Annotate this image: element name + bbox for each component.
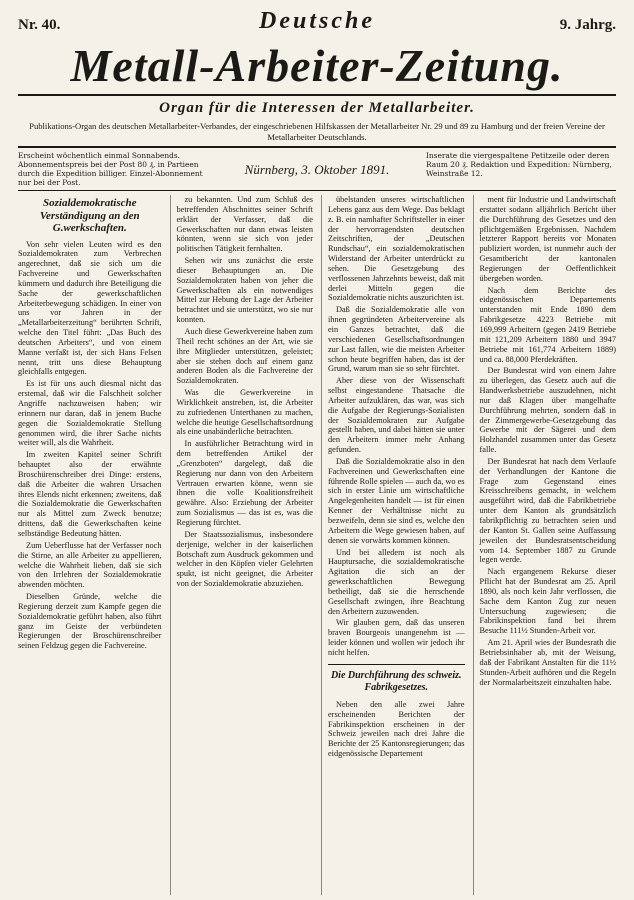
- article-paragraph: Der Staatssozialismus, insbesondere derjenige, welcher in der kaiserlichen Botschaft zum Ausdruck gekommen und welcher in den Köpfen vieler Gelehrten spukt, ist nicht geeignet, die Arbeiter von der Sozialdemokratie abzuziehen.: [176, 529, 313, 589]
- newspaper-page: [18, 8, 616, 892]
- subscription-terms: Erscheint wöchentlich einmal Sonnabends. Abonnementspreis bei der Post 80 ₰, in Partieen durch die Expedition billiger. Einzel-Abonnement nur bei der Post.: [18, 151, 203, 187]
- article-paragraph: Auch diese Gewerkvereine haben zum Theil recht schönes an der Art, wie sie ihre Mitglieder unterstützen, geleistet; aber sie stehen doch auf einem ganz anderen Boden als die Fachvereine der Sozialdemokraten.: [176, 326, 313, 386]
- article-paragraph: ment für Industrie und Landwirtschaft erstattet sodann alljährlich Bericht über die Durchführung des Gesetzes und den pflichtgemäßen Ergebnissen. Nachdem letzterer Rapport bereits vor Monaten publiziert worden, ist nunmehr auch der Gesamtbericht der kantonalen Regierungen der Oeffentlichkeit übergeben worden.: [479, 195, 616, 283]
- newspaper-title: Metall-Arbeiter-Zeitung.: [18, 40, 616, 96]
- article-paragraph: Aber diese von der Wissenschaft selbst eingestandene Thatsache die Arbeiter aufzuklären, das war, was sich die Aufgabe der Regierungs-Sozialisten der Sozialdemokraten zur Aufgabe gestellt haben, und dabei hätten sie unter den Arbeitern immer mehr Anhang gefunden.: [328, 376, 465, 455]
- article-headline: Die Durchführung des schweiz. Fabrikgesetzes.: [328, 664, 465, 695]
- newspaper-subtitle: Organ für die Interessen der Metallarbeiter.: [159, 100, 475, 116]
- issue-year: 9. Jahrg.: [559, 17, 616, 33]
- masthead-top-line: [18, 8, 616, 34]
- article-paragraph: Daß die Sozialdemokratie alle von ihnen gegründeten Arbeitervereine als ein Ganzes betrachtet, daß die verschiedenen Gesellschaftsordnungen zur Last fallen, wie die meisten Arbeiter schon heute begriffen haben, das ist der Grund, warum man sie so sehr fürchtet.: [328, 305, 465, 374]
- column-4: [473, 195, 617, 895]
- column-3: [321, 195, 465, 895]
- article-paragraph: Neben den alle zwei Jahre erscheinenden Berichten der Fabrikinspektion erscheinen in der Schweiz jeweilen nach drei Jahre die Berichte der 25 Kantonsregierungen; das eidgenössische Departement: [328, 699, 465, 759]
- article-paragraph: Sehen wir uns zunächst die erste dieser Behauptungen an. Die Sozialdemokraten haben von jeher die Gewerkschaften als ein notwendiges Mittel zur Hebung der Lage der Arbeiter betrachtet und sie unterstützt, wo sie nur konnten.: [176, 256, 313, 325]
- article-paragraph: Daß die Sozialdemokratie also in den Fachvereinen und Gewerkschaften eine führende Rolle spielen — auch da, wo es sich in erster Linie um wirtschaftliche Angelegenheiten handelt — ist für einen Kenner der Verhältnisse nicht zu bezweifeln, denn sie sind es, welche den Arbeitern die Wege gewiesen haben, auf denen sie vorwärts kommen können.: [328, 456, 465, 545]
- article-paragraph: zu bekannten. Und zum Schluß des betreffenden Abschnittes seiner Schrift erklärt der Verfasser, daß die Gewerkschaften nur dann etwas leisten könnten, wenn sie sich von jeder politischen Tätigkeit fernhalten.: [176, 195, 313, 254]
- article-paragraph: übelstanden unseres wirtschaftlichen Lebens ganz aus dem Wege. Das beklagt z. B. ein namhafter Schriftsteller in einer der hervorragendsten deutschen Zeitschriften, der „Deutschen Rundschau“, ein sozialdemokratischen Widerstand der Arbeiter unterdrückt zu sehen. Die Gesetzgebung des verflossenen Jahrzehnts beweist, daß mit derlei Mitteln gegen die Sozialdemokratie nichts auszurichten ist.: [328, 195, 465, 303]
- article-columns: [18, 195, 616, 895]
- header-divider: [18, 146, 616, 148]
- article-paragraph: Von sehr vielen Leuten wird es den Sozialdemokraten zum Verbrechen angerechnet, daß sie sich um die Fachvereine und Gewerkschaften kümmern und dadurch ihre Beteiligung die Sache der gewerkschaftlichen Arbeiterbewegung schädigen. In einer von uns vor Jahren in der „Metallarbeiterzeitung“ berührten Schrift, welche den Titel führt: „Das Buch des deutschen Arbeiters“, und von einem Manne verfaßt ist, der sich Hans Felsen nennt, tritt uns diese Behauptung gleichfalls entgegen.: [18, 239, 162, 377]
- article-paragraph: Im zweiten Kapitel seiner Schrift behauptet also der erwähnte Broschürenschreiber drei Dinge: erstens, daß die Arbeiter die wahren Ursachen ihres Elends nicht erkennen; zweitens, daß die Sozialdemokratie die Gewerkschaften nur als Mittel zum Zweck benutze; drittens, daß die Gewerkschaften keine selbständige Bedeutung hätten.: [18, 450, 162, 538]
- article-paragraph: Am 21. April wies der Bundesrath die Betriebsinhaber ab, mit der Weisung, daß der Fabrikant Anstalten für die 11½ Stunden-Arbeit aufhören und die Regeln der Normalarbeitszeit einzuhalten habe.: [479, 638, 616, 687]
- subscription-info-bar: [18, 151, 616, 191]
- publication-organ-line: Publikations-Organ des deutschen Metallarbeiter-Verbandes, der eingeschriebenen Hilfskassen der Metallarbeiter Nr. 29 und 89 zu Hamburg und der freien Vereine der Metallarbeiter Deutschlands.: [29, 121, 605, 142]
- article-paragraph: In ausführlicher Betrachtung wird in dem betreffenden Artikel der „Grenzboten“ dargelegt, daß die Regierung nur dann von den Arbeitern Vertrauen erwarten könne, wenn sie ihnen die volle Koalitionsfreiheit gewähre. Also: Erziehung der Arbeiter zum Sozialismus — das ist es, was die Regierung fürchtet.: [176, 439, 313, 527]
- article-paragraph: Was die Gewerkvereine in Wirklichkeit anstreben, ist, die Arbeiter zu zufriedenen Unterthanen zu machen, welche die heutige Gesellschaftsordnung als eine unabänderliche betrachten.: [176, 388, 313, 437]
- column-1: [18, 195, 162, 895]
- article-paragraph: Wir glauben gern, daß das unseren braven Bourgeois unangenehm ist — leider können und wollen wir jedoch ihr nicht helfen.: [328, 618, 465, 657]
- article-paragraph: Der Bundesrat hat nach dem Verlaufe der Verhandlungen der Kantone die Frage zum Gegenstand eines Kreisschreibens gemacht, in welchem ausgeführt wird, daß die Fabrikbetriebe unter dem Kanton als grundsätzlich fabrikpflichtig zu betrachten seien und der Kanton St. Gallen seine Auffassung jeweilen der Bundesratsentscheidung vom 14. September 1887 zu Grunde legen werde.: [479, 456, 616, 565]
- article-paragraph: Zum Ueberflusse hat der Verfasser noch die Stirne, an alle Arbeiter zu appellieren, welche die Wahrheit lieben, daß sie sich von den Irrlehren der Sozialdemokratie abwenden möchten.: [18, 540, 162, 590]
- article-paragraph: Nach dem Berichte des eidgenössischen Departements unterstanden mit Ende 1890 dem Fabrikgesetze 4223 Betriebe mit 169,999 Arbeitern (gegen 2419 Betriebe mit 121,209 Arbeitern 1880 und 3947 Betriebe mit 161,774 Arbeitern 1889) und ca. 88,000 Pferdekräften.: [479, 285, 616, 364]
- article-paragraph: Der Bundesrat wird von einem Jahre zu überlegen, das Gesetz auch auf die Handwerksbetriebe auszudehnen, nicht nur daß Klagen über mangelhafte Durchführung mehrten, sondern daß in der Zimmergewerbe-Gesetzgebung das Gewerbe mit der Sägerei und dem Holzhandel zusammen unter das Gesetz falle.: [479, 366, 616, 455]
- masthead-kicker: Deutsche: [259, 8, 375, 34]
- advertising-terms: Inserate die viergespaltene Petitzeile oder deren Raum 20 ₰. Redaktion und Expedition: Nürnberg, Weinstraße 12.: [426, 151, 612, 178]
- issue-number: Nr. 40.: [18, 17, 61, 33]
- dateline: Nürnberg, 3. Oktober 1891.: [244, 161, 390, 177]
- article-paragraph: Und bei alledem ist noch als Hauptursache, die sozialdemokratische Agitation die sich an der gewerkschaftlichen Bewegung betheiligt, daß sie die herrschende Gesellschaft zwingen, ihre Beachtung den Arbeitern zuzuwenden.: [328, 547, 465, 616]
- article-paragraph: Es ist für uns auch diesmal nicht das erstemal, daß wir die Falschheit solcher Angriffe nachzuweisen haben; wir erinnern nur daran, daß in jenem Buche gegen die Sozialdemokratie Stellung genommen wird, die ihrer Sache nichts weiter will, als die Wahrheit.: [18, 379, 162, 448]
- column-2: [170, 195, 314, 895]
- article-paragraph: Nach ergangenem Rekurse dieser Pflicht hat der Bundesrat am 25. April 1890, als noch kein Jahr verflossen, die Sache dem Kanton Zug zur neuen Untersuchung zugewiesen; die Fabrikinspektion fand bei ihrem Besuche 111½ Stunden-Arbeit vor.: [479, 567, 616, 636]
- article-headline: Sozialdemokratische Verständigung an den G.werkschaften.: [39, 197, 140, 234]
- article-paragraph: Dieselben Gründe, welche die Regierung derzeit zum Kampfe gegen die Sozialdemokratie geführt haben, also führt ganz im Geiste der verbündeten Regierungen der Broschürenschreiber seinen Feldzug gegen die Fachvereine.: [18, 592, 162, 651]
